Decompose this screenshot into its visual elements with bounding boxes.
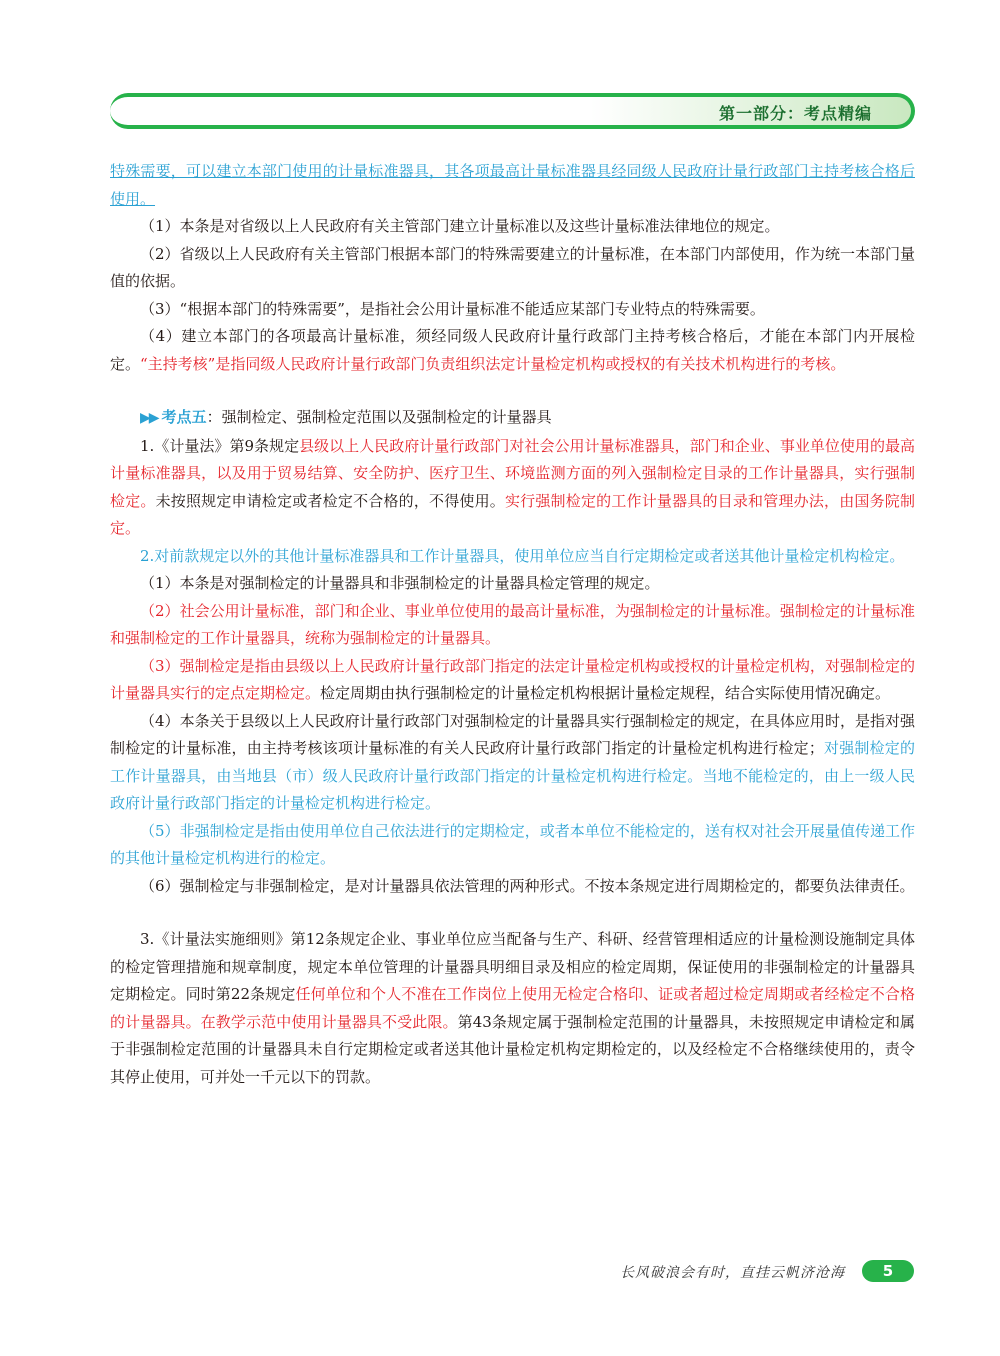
para-item-4-highlight: “主持考核”是指同级人民政府计量行政部门负责组织法定计量检定机构或授权的有关技术机构进行的考核。 xyxy=(140,354,846,373)
para-item-4 xyxy=(110,323,915,378)
section-1-text: 未按照规定申请检定或者检定不合格的，不得使用。 xyxy=(155,491,505,510)
section-2-item-4-highlight: 对强制检定的工作计量器具，由当地县（市）级人民政府计量行政部门指定的计量检定机构进行检定。当地不能检定的，由上一级人民政府计量行政部门指定的计量检定机构进行检定。 xyxy=(110,739,915,812)
section-2-item-3 xyxy=(110,653,915,708)
footer-slogan: 长风破浪会有时，直挂云帆济沧海 xyxy=(620,1265,845,1281)
section-3-highlight: 任何单位和个人不准在工作岗位上使用无检定合格印、证或者超过检定周期或者经检定不合格的计量器具。在教学示范中使用计量器具不受此限。 xyxy=(110,985,915,1031)
para-item-3: （3）“根据本部门的特殊需要”，是指社会公用计量标准不能适应某部门专业特点的特殊需要。 xyxy=(140,299,765,318)
section-1-highlight: 县级以上人民政府计量行政部门对社会公用计量标准器具，部门和企业、事业单位使用的最高计量标准器具，以及用于贸易结算、安全防护、医疗卫生、环境监测方面的列入强制检定目录的工作计量器具，实行强制检定。 xyxy=(110,436,915,510)
section-3 xyxy=(110,926,915,1091)
para-item-4-text: （4）建立本部门的各项最高计量标准，须经同级人民政府计量行政部门主持考核合格后，才能在本部门内开展检定。 xyxy=(110,327,915,373)
section-2-item-6: （6）强制检定与非强制检定，是对计量器具依法管理的两种形式。不按本条规定进行周期检定的，都要负法律责任。 xyxy=(140,876,915,895)
section-2-item-3-highlight: （3）强制检定是指由县级以上人民政府计量行政部门指定的法定计量检定机构或授权的计量检定机构，对强制检定的计量器具实行的定点定期检定。 xyxy=(110,656,915,702)
para-item-1: （1）本条是对省级以上人民政府有关主管部门建立计量标准以及这些计量标准法律地位的规定。 xyxy=(140,217,780,235)
section-2-item-3-text: 检定周期由执行强制检定的计量检定机构根据计量检定规程，结合实际使用情况确定。 xyxy=(320,684,891,702)
section-1-highlight-2: 实行强制检定的工作计量器具的目录和管理办法，由国务院制定。 xyxy=(110,491,915,537)
kd5-title: 考点五 xyxy=(161,408,207,426)
page-section-title: 第一部分：考点精编 xyxy=(718,104,872,123)
section-3-text-2: 第43条规定属于强制检定范围的计量器具，未按照规定申请检定和属于非强制检定范围的计量器具未自行定期检定或者送其他计量检定机构定期检定的，以及经检定不合格继续使用的，责令其停止使用，可并处一千元以下的罚款。 xyxy=(110,1012,915,1086)
section-2-item-5: （5）非强制检定是指由使用单位自己依法进行的定期检定，或者本单位不能检定的，送有权对社会开展量值传递工作的其他计量检定机构进行的检定。 xyxy=(110,821,915,867)
section-2-item-4-text: （4）本条关于县级以上人民政府计量行政部门对强制检定的计量器具实行强制检定的规定，在具体应用时，是指对强制检定的计量标准，由主持考核该项计量标准的有关人民政府计量行政部门指定的计量检定机构进行检定； xyxy=(110,711,915,757)
section-2-item-2: （2）社会公用计量标准，部门和企业、事业单位使用的最高计量标准，为强制检定的计量标准。强制检定的计量标准和强制检定的工作计量器具，统称为强制检定的计量器具。 xyxy=(110,601,915,647)
section-2-item-4 xyxy=(110,708,915,818)
kd5-subtitle: ：强制检定、强制检定范围以及强制检定的计量器具 xyxy=(206,408,552,426)
para-item-2: （2）省级以上人民政府有关主管部门根据本部门的特殊需要建立的计量标准，在本部门内部使用，作为统一本部门量值的依据。 xyxy=(110,244,915,290)
section-3-text: 3.《计量法实施细则》第12条规定企业、事业单位应当配备与生产、科研、经营管理相适应的计量检测设施制定具体的检定管理措施和规章制度，规定本单位管理的计量器具明细目录及相应的检定周期，保证使用的非强制检定的计量器具定期检定。同时第22条规定 xyxy=(110,930,915,1003)
para-special-needs: 特殊需要，可以建立本部门使用的计量标准器具，其各项最高计量标准器具经同级人民政府计量行政部门主持考核合格后使用。 xyxy=(110,162,915,208)
section-1-intro: 1.《计量法》第9条规定 xyxy=(140,436,300,455)
section-2-item-1: （1）本条是对强制检定的计量器具和非强制检定的计量器具检定管理的规定。 xyxy=(140,574,660,592)
section-2: 2.对前款规定以外的其他计量标准器具和工作计量器具，使用单位应当自行定期检定或者送其他计量检定机构检定。 xyxy=(140,546,905,565)
page-number: 5 xyxy=(862,1260,914,1282)
double-arrow-icon: ▶▶ xyxy=(140,410,158,426)
section-1 xyxy=(110,433,915,543)
main-content xyxy=(110,158,915,1091)
kd5-heading xyxy=(110,404,915,433)
